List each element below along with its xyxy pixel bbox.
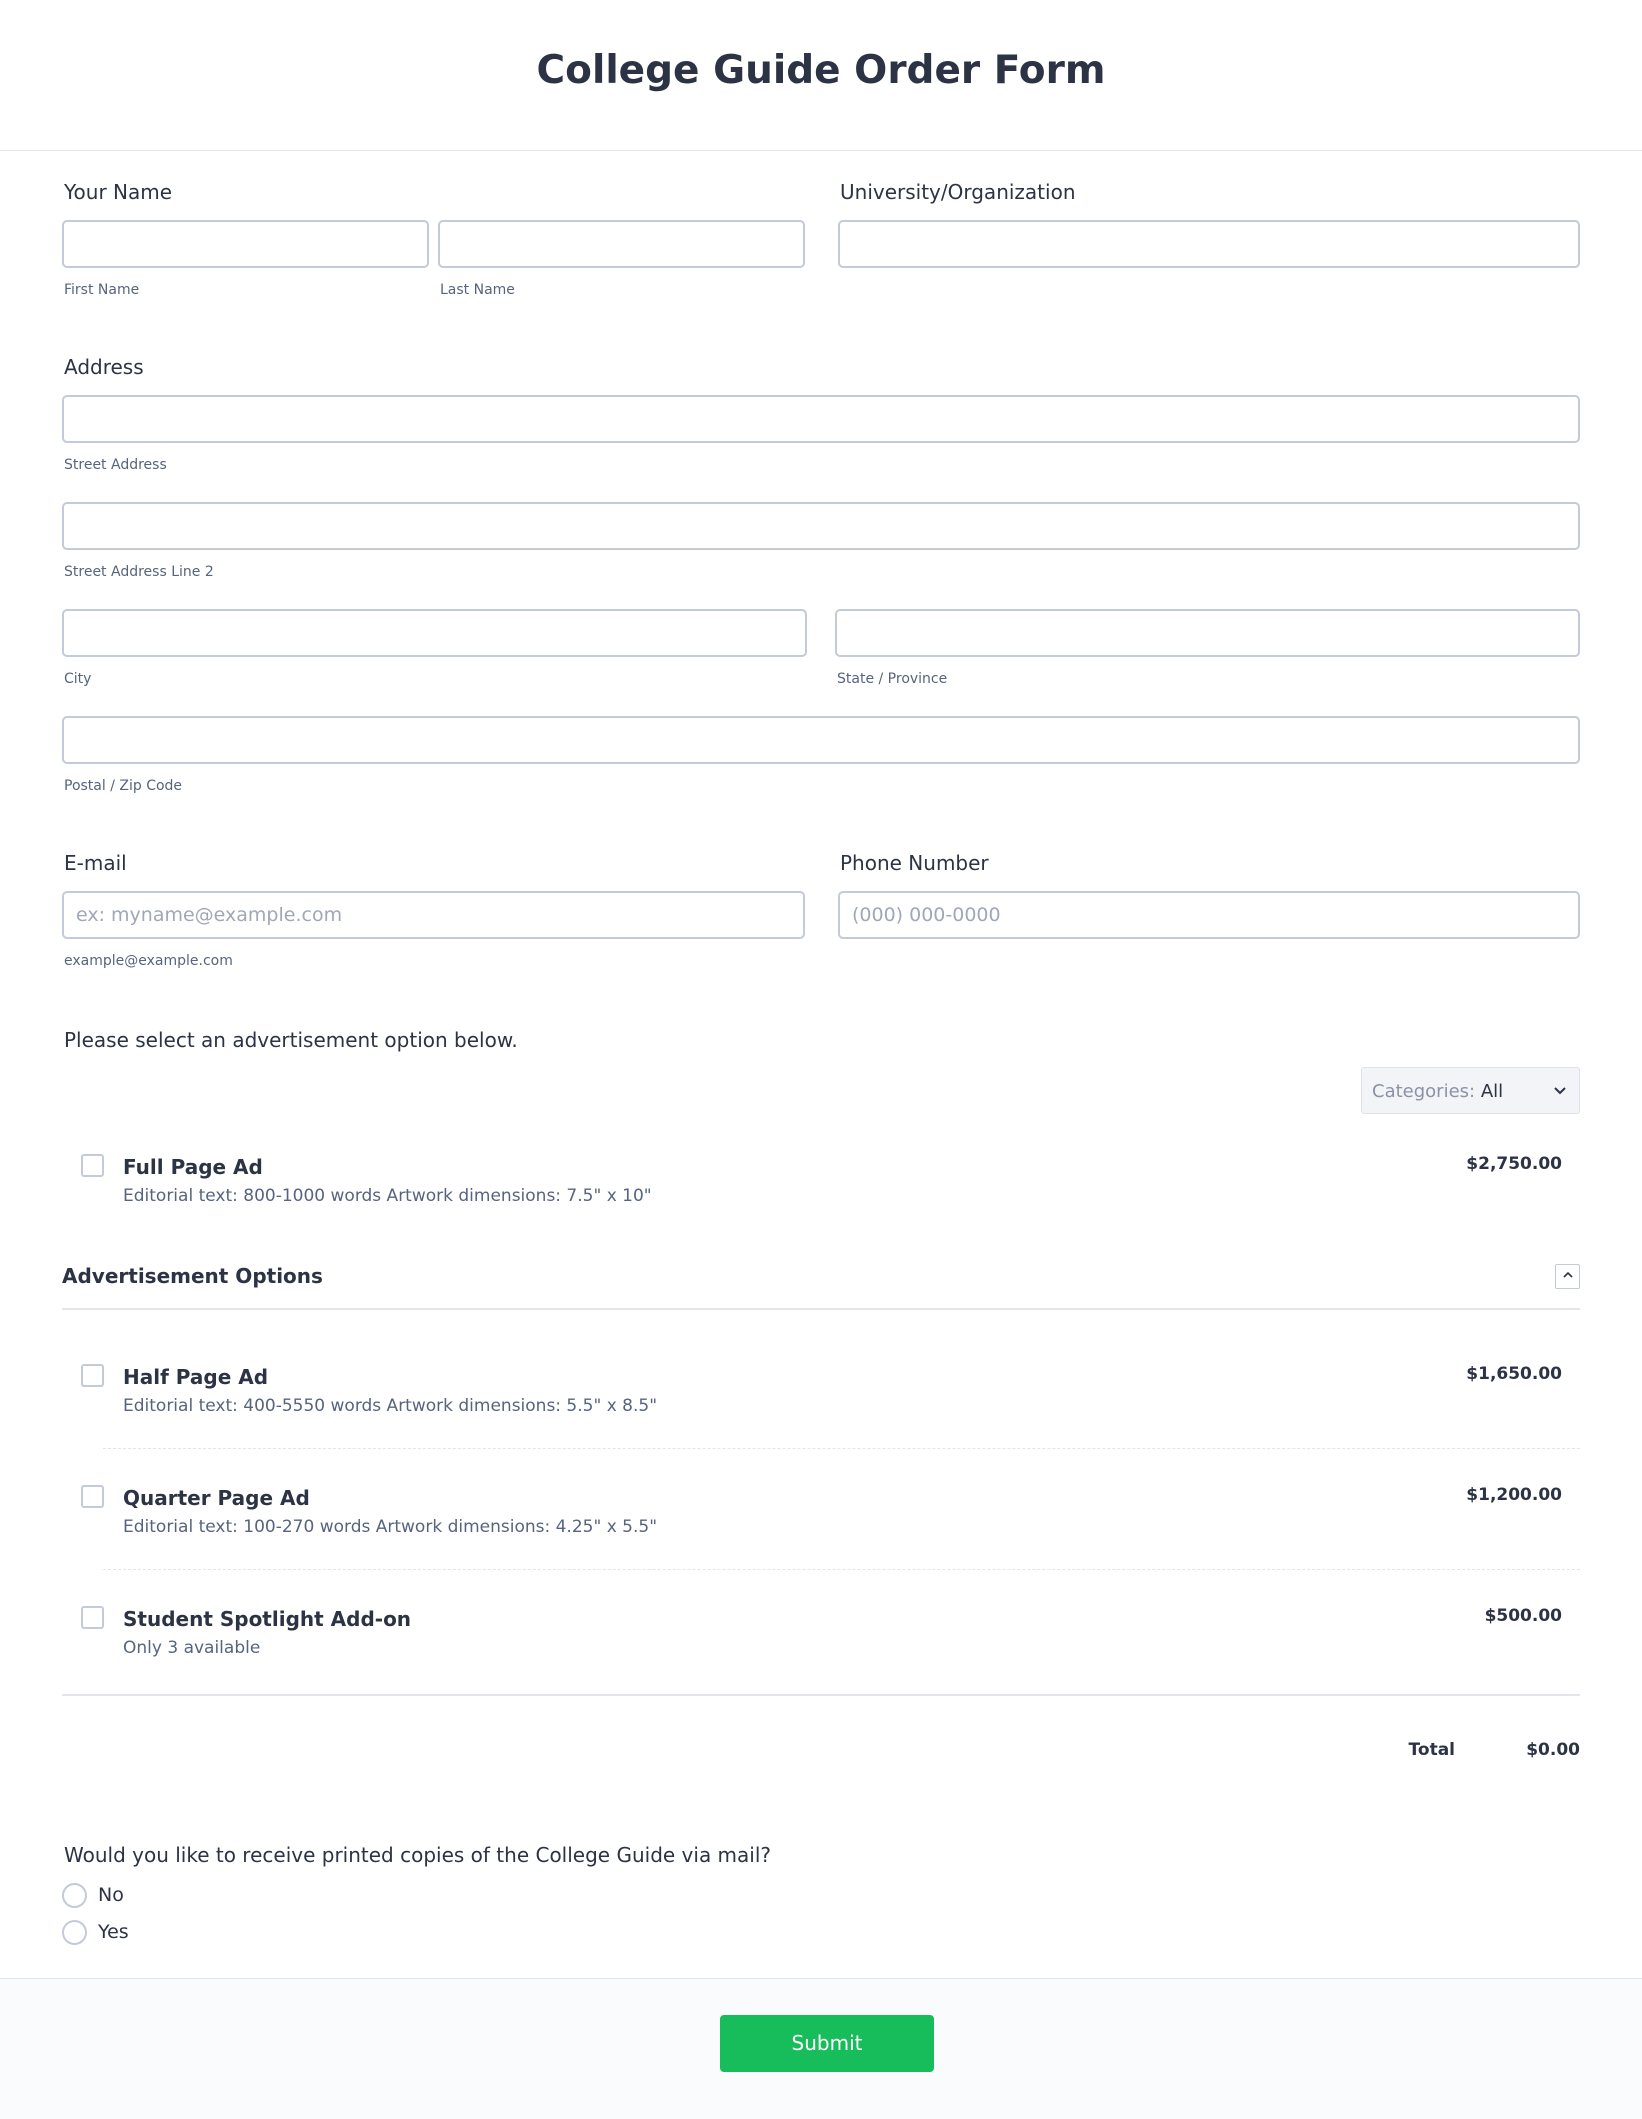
categories-value: All	[1480, 1081, 1504, 1102]
chevron-up-icon	[1562, 1268, 1574, 1284]
quarter-page-ad-checkbox[interactable]	[81, 1485, 104, 1508]
organization-input[interactable]	[838, 220, 1580, 268]
mail-question-label: Would you like to receive printed copies of the College Guide via mail?	[64, 1843, 772, 1867]
first-name-sublabel: First Name	[64, 282, 140, 298]
form-header	[0, 0, 1642, 151]
radio-no-label: No	[98, 1884, 124, 1906]
product-description: Only 3 available	[123, 1638, 261, 1658]
product-price: $2,750.00	[1466, 1154, 1562, 1174]
ads-prompt: Please select an advertisement option below.	[64, 1028, 518, 1052]
half-page-ad-checkbox[interactable]	[81, 1364, 104, 1387]
state-input[interactable]	[835, 609, 1580, 657]
categories-key: Categories:	[1372, 1081, 1476, 1102]
email-input[interactable]	[62, 891, 805, 939]
first-name-input[interactable]	[62, 220, 429, 268]
street-address-line2-sublabel: Street Address Line 2	[64, 564, 214, 580]
total-label: Total	[1408, 1740, 1455, 1760]
radio-no[interactable]	[62, 1883, 87, 1908]
postal-code-input[interactable]	[62, 716, 1580, 764]
collapse-button[interactable]	[1555, 1264, 1580, 1289]
phone-placeholder: (000) 000-0000	[852, 904, 1001, 926]
phone-label: Phone Number	[840, 851, 989, 875]
product-description: Editorial text: 100-270 words Artwork dimensions: 4.25" x 5.5"	[123, 1517, 658, 1537]
student-spotlight-checkbox[interactable]	[81, 1606, 104, 1629]
categories-dropdown-text	[1372, 1081, 1503, 1102]
product-description: Editorial text: 400-5550 words Artwork dimensions: 5.5" x 8.5"	[123, 1396, 658, 1416]
organization-label: University/Organization	[840, 180, 1076, 204]
street-address-sublabel: Street Address	[64, 457, 167, 473]
email-label: E-mail	[64, 851, 127, 875]
chevron-down-icon	[1553, 1077, 1567, 1110]
phone-input[interactable]	[838, 891, 1580, 939]
state-sublabel: State / Province	[837, 671, 948, 687]
form-title: College Guide Order Form	[536, 48, 1106, 93]
email-placeholder: ex: myname@example.com	[76, 904, 343, 926]
radio-yes[interactable]	[62, 1920, 87, 1945]
radio-yes-label: Yes	[98, 1921, 129, 1943]
product-description: Editorial text: 800-1000 words Artwork dimensions: 7.5" x 10"	[123, 1186, 652, 1206]
section-divider	[62, 1308, 1580, 1310]
total-value: $0.00	[1526, 1740, 1580, 1760]
product-name: Full Page Ad	[123, 1155, 263, 1179]
name-label: Your Name	[64, 180, 173, 204]
item-divider	[103, 1448, 1580, 1449]
submit-button[interactable]: Submit	[720, 2015, 934, 2072]
product-price: $500.00	[1484, 1606, 1562, 1626]
street-address-input[interactable]	[62, 395, 1580, 443]
last-name-sublabel: Last Name	[440, 282, 515, 298]
postal-code-sublabel: Postal / Zip Code	[64, 778, 183, 794]
city-input[interactable]	[62, 609, 807, 657]
product-price: $1,650.00	[1466, 1364, 1562, 1384]
product-price: $1,200.00	[1466, 1485, 1562, 1505]
last-name-input[interactable]	[438, 220, 805, 268]
products-bottom-divider	[62, 1694, 1580, 1696]
product-name: Student Spotlight Add-on	[123, 1607, 412, 1631]
product-name: Quarter Page Ad	[123, 1486, 310, 1510]
product-name: Half Page Ad	[123, 1365, 269, 1389]
street-address-line2-input[interactable]	[62, 502, 1580, 550]
address-label: Address	[64, 355, 144, 379]
categories-dropdown[interactable]	[1361, 1067, 1580, 1114]
full-page-ad-checkbox[interactable]	[81, 1154, 104, 1177]
item-divider	[103, 1569, 1580, 1570]
city-sublabel: City	[64, 671, 92, 687]
advertisement-options-title: Advertisement Options	[62, 1264, 323, 1288]
email-sublabel: example@example.com	[64, 953, 233, 969]
